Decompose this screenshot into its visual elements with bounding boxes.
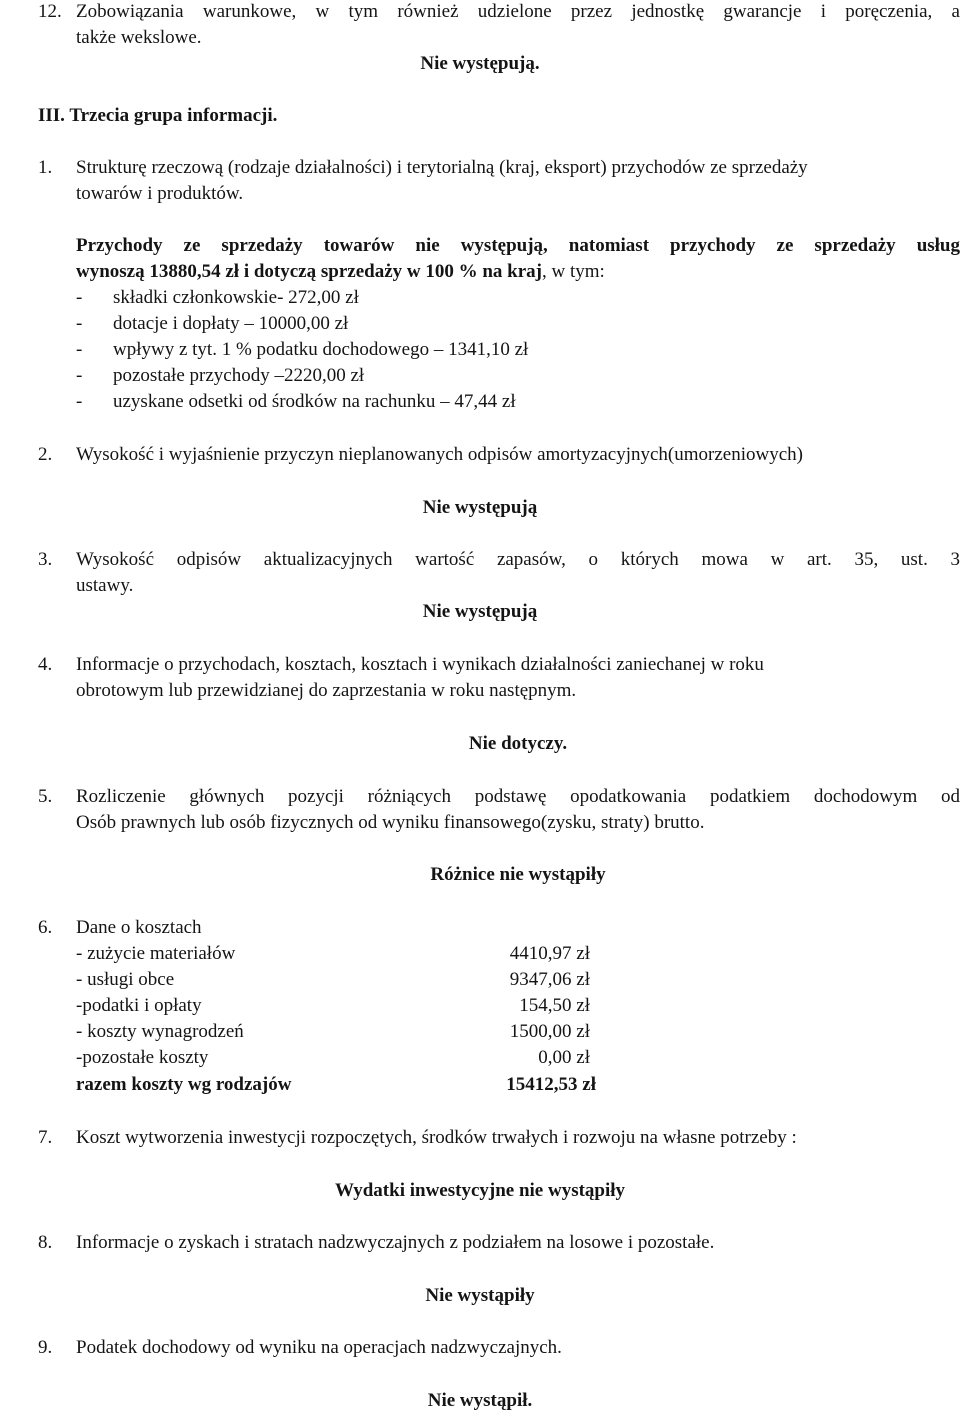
section-12-title-line-2: także wekslowe. <box>76 27 202 48</box>
revenue-item: wpływy z tyt. 1 % podatku dochodowego – 1341,10 zł <box>113 339 529 360</box>
revenue-item-dash: - <box>76 287 83 308</box>
revenue-item: dotacje i dopłaty – 10000,00 zł <box>113 313 349 334</box>
revenue-item-dash: - <box>76 339 83 360</box>
section-9-number: 9. <box>38 1337 53 1358</box>
cost-total-amount: 15412,53 zł <box>506 1074 596 1095</box>
section-8-number: 8. <box>38 1232 53 1253</box>
section-4-number: 4. <box>38 654 53 675</box>
section-7-title: Koszt wytworzenia inwestycji rozpoczętych, środków trwałych i rozwoju na własne potrzeby : <box>76 1127 797 1148</box>
section-9-verdict: Nie wystąpił. <box>427 1390 533 1411</box>
section-4-title-line-1: Informacje o przychodach, kosztach, kosztach i wynikach działalności zaniechanej w roku <box>76 654 764 675</box>
revenue-item: składki członkowskie- 272,00 zł <box>113 287 359 308</box>
section-6-title: Dane o kosztach <box>76 917 202 938</box>
section-3-title-line-2: ustawy. <box>76 575 134 596</box>
cost-row-label: - koszty wynagrodzeń <box>76 1021 244 1042</box>
section-12-number: 12. <box>38 1 62 22</box>
cost-row-label: - zużycie materiałów <box>76 943 236 964</box>
revenue-item-dash: - <box>76 365 83 386</box>
revenue-paragraph-line-1: Przychody ze sprzedaży towarów nie występują, natomiast przychody ze sprzedaży usług <box>76 235 960 256</box>
section-2-number: 2. <box>38 444 53 465</box>
revenue-paragraph-line-2 <box>76 260 605 284</box>
section-8-title: Informacje o zyskach i stratach nadzwyczajnych z podziałem na losowe i pozostałe. <box>76 1232 715 1253</box>
section-1-number: 1. <box>38 157 53 178</box>
section-9-title: Podatek dochodowy od wyniku na operacjach nadzwyczajnych. <box>76 1337 562 1358</box>
section-7-number: 7. <box>38 1127 53 1148</box>
revenue-summary: wynoszą 13880,54 zł i dotyczą sprzedaży w 100 % na kraj <box>76 261 542 282</box>
revenue-item-dash: - <box>76 391 83 412</box>
section-3-title-line-1: Wysokość odpisów aktualizacyjnych wartość zapasów, o których mowa w art. 35, ust. 3 <box>76 549 960 570</box>
section-4-title-line-2: obrotowym lub przewidzianej do zaprzestania w roku następnym. <box>76 680 577 701</box>
revenue-item: uzyskane odsetki od środków na rachunku – 47,44 zł <box>113 391 516 412</box>
section-6-number: 6. <box>38 917 53 938</box>
section-1-title-line-2: towarów i produktów. <box>76 183 244 204</box>
section-12-title-line-1: Zobowiązania warunkowe, w tym również udzielone przez jednostkę gwarancje i poręczenia, a <box>76 1 960 22</box>
cost-row-amount: 9347,06 zł <box>509 969 590 990</box>
section-5-title-line-2: Osób prawnych lub osób fizycznych od wyniku finansowego(zysku, straty) brutto. <box>76 812 705 833</box>
section-7-verdict: Wydatki inwestycyjne nie wystąpiły <box>334 1180 626 1201</box>
part-3-heading: III. Trzecia grupa informacji. <box>38 105 278 126</box>
cost-row-amount: 1500,00 zł <box>509 1021 590 1042</box>
revenue-item-dash: - <box>76 313 83 334</box>
section-8-verdict: Nie wystąpiły <box>425 1285 535 1306</box>
section-2-verdict: Nie występują <box>422 497 538 518</box>
cost-row-amount: 154,50 zł <box>519 995 590 1016</box>
cost-row-label: - usługi obce <box>76 969 175 990</box>
section-5-title-line-1: Rozliczenie głównych pozycji różniących podstawę opodatkowania podatkiem dochodowym od <box>76 786 960 807</box>
cost-row-amount: 4410,97 zł <box>509 943 590 964</box>
section-3-number: 3. <box>38 549 53 570</box>
revenue-summary-suffix: , w tym: <box>542 261 605 282</box>
section-5-verdict: Różnice nie wystąpiły <box>430 864 606 885</box>
section-1-title-line-1: Strukturę rzeczową (rodzaje działalności) i terytorialną (kraj, eksport) przychodów ze sprzedaży <box>76 157 808 178</box>
section-12-verdict: Nie występują. <box>420 53 540 74</box>
section-5-number: 5. <box>38 786 53 807</box>
cost-total-label: razem koszty wg rodzajów <box>76 1074 292 1095</box>
revenue-item: pozostałe przychody –2220,00 zł <box>113 365 365 386</box>
section-4-verdict: Nie dotyczy. <box>468 733 568 754</box>
section-2-title: Wysokość i wyjaśnienie przyczyn nieplanowanych odpisów amortyzacyjnych(umorzeniowych) <box>76 444 803 465</box>
cost-row-amount: 0,00 zł <box>538 1047 590 1068</box>
cost-row-label: -podatki i opłaty <box>76 995 202 1016</box>
cost-row-label: -pozostałe koszty <box>76 1047 209 1068</box>
section-3-verdict: Nie występują <box>422 601 538 622</box>
